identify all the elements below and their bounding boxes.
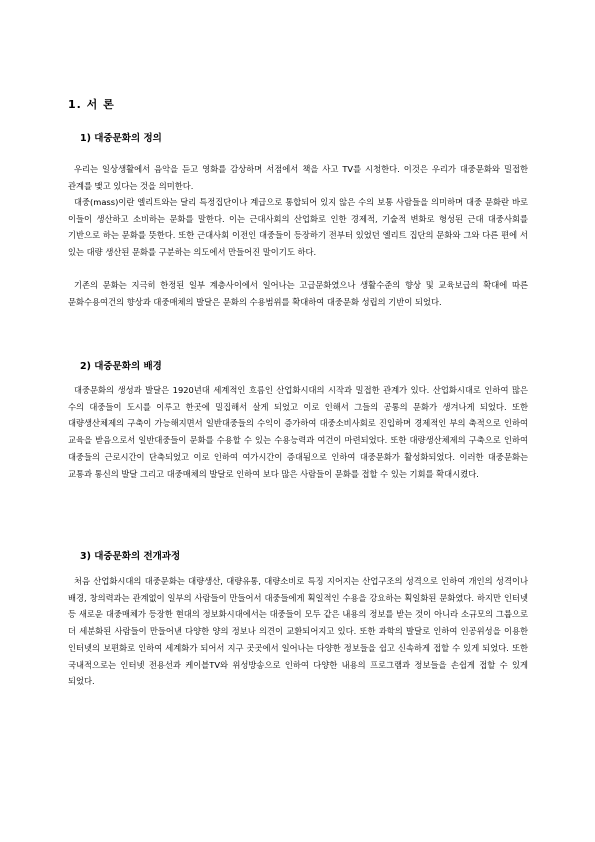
chapter-title: 1. 서 론	[68, 98, 115, 111]
section-heading-development: 3) 대중문화의 전개과정	[80, 551, 181, 562]
paragraph: 우리는 일상생활에서 음악을 듣고 영화를 감상하며 서점에서 책을 사고 TV를 시청한다. 이것은 우리가 대중문화와 밀접한 관계를 맺고 있다는 것을 의미한다.	[68, 164, 528, 191]
paragraph: 처음 산업화시대의 대중문화는 대량생산, 대량유통, 대량소비로 특징 지어지는 산업구조의 성격으로 인하여 개인의 성격이나 배경, 창의력과는 관계없이 일부의 사람들이 만들어서 대중들에게 획일적인 수용을 강요하는 획일화된 문화였다. 하지만 인터넷 등 새로운 대중매체가 등장한 현대의 정보화시대에서는 대중들이 모두 같은 내용의 정보를 받는 것이 아니라 소규모의 그룹으로 더 세분화된 사람들이 만들어낸 다양한 양의 정보나 의견이 교환되어지고 있다. 또한 과학의 발달로 인하여 인공위성을 이용한 인터넷의 보편화로 인하여 세계화가 되어서 지구 곳곳에서 일어나는 다양한 정보들을 쉽고 신속하게 접할 수 있게 되었다. 또한 국내적으로는 인터넷 전용선과 케이블TV와 위성방송으로 인하여 다양한 내용의 프로그램과 정보들을 손쉽게 접할 수 있게 되었다.	[68, 576, 528, 687]
paragraph: 대중(mass)이란 엘리트와는 달리 특정집단이나 계급으로 통합되어 있지 않은 수의 보통 사람들을 의미하며 대중 문화란 바로 이들이 생산하고 소비하는 문화를 말한다. 이는 근대사회의 산업화로 인한 경제적, 기술적 변화로 형성된 근대 대중사회를 기반으로 하는 문화를 뜻한다. 또한 근대사회 이전인 대중들이 등장하기 전부터 있었던 엘리트 집단의 문화와 그와 다른 편에 서 있는 대량 생산된 문화를 구분하는 의도에서 만들어진 말이기도 하다.	[68, 197, 528, 258]
section-heading-background: 2) 대중문화의 배경	[80, 361, 162, 372]
paragraph: 기존의 문화는 지극히 한정된 일부 계층사이에서 일어나는 고급문화였으나 생활수준의 향상 및 교육보급의 확대에 따른 문화수용여건의 향상과 대중매체의 발달은 문화의 수용범위를 확대하여 대중문화 성립의 기반이 되었다.	[68, 280, 528, 307]
section-heading-definition: 1) 대중문화의 정의	[80, 133, 162, 144]
paragraph: 대중문화의 생성과 발달은 1920년대 세계적인 흐름인 산업화시대의 시작과 밀접한 관계가 있다. 산업화시대로 인하여 많은 수의 대중들이 도시를 이루고 한곳에 밀집해서 살게 되었고 이로 인해서 그들의 공통의 문화가 생겨나게 되었다. 또한 대량생산체제의 구축이 가능해지면서 일반대중들의 수익이 증가하여 대중소비사회로 진입하며 경제적인 부의 축적으로 인하여 교육을 받음으로서 일반대중들이 문화를 수용할 수 있는 수용능력과 여건이 마련되었다. 또한 대량생산체제의 구축으로 인하여 대중들의 근로시간이 단축되었고 이로 인하여 여가시간이 증대됨으로 인하여 대중문화가 활성화되었다. 이러한 대중문화는 교통과 통신의 발달 그리고 대중매체의 발달로 인하여 보다 많은 사람들이 문화를 접할 수 있는 기회를 확대시켰다.	[68, 385, 528, 479]
